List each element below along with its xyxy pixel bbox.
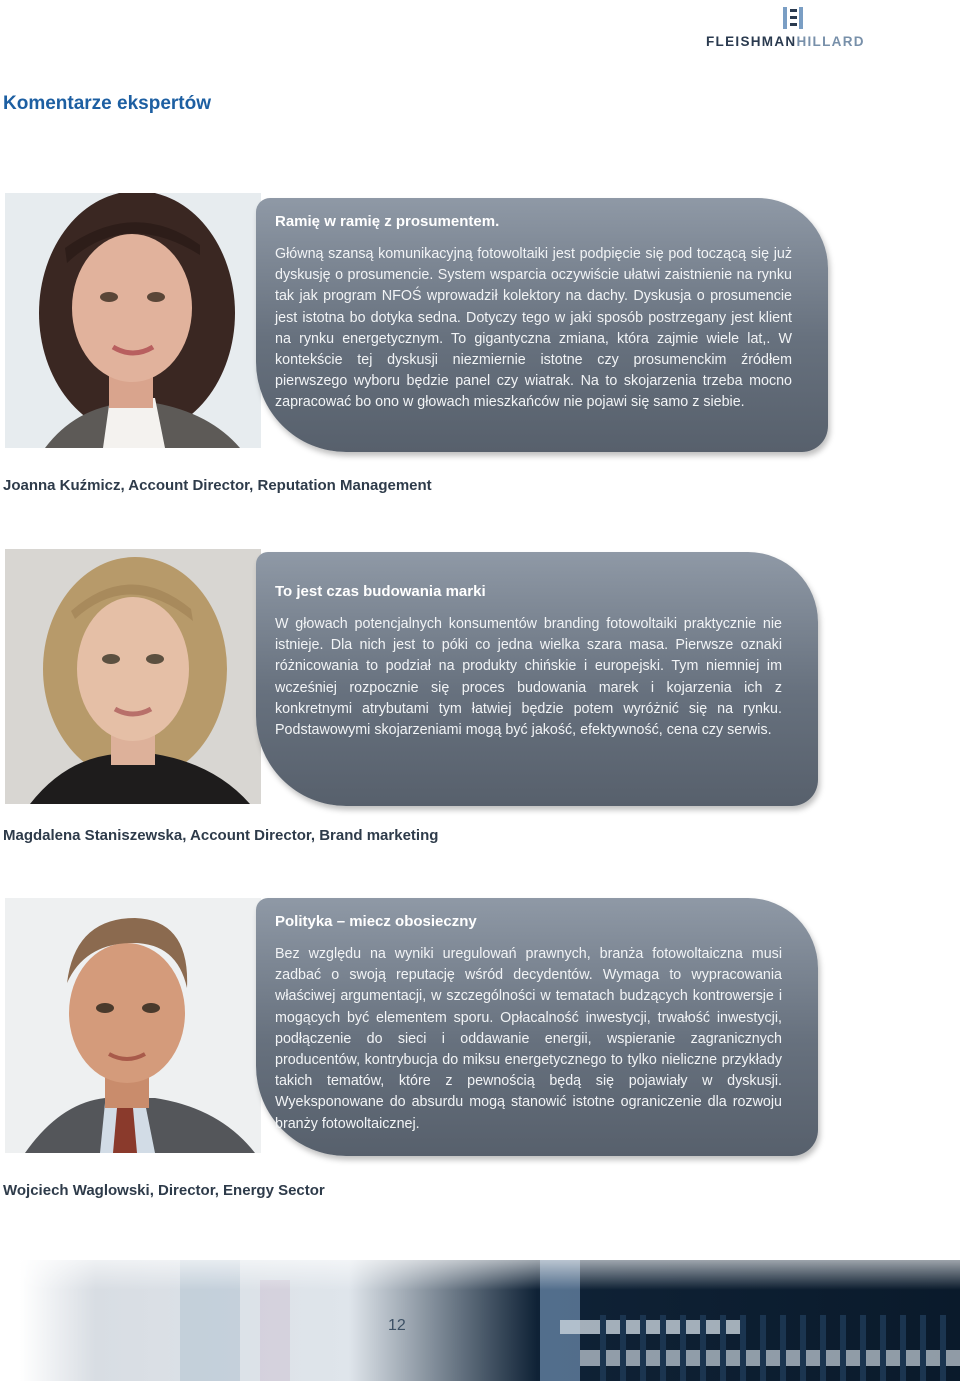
portrait-photo <box>5 898 261 1153</box>
quote-bubble <box>256 552 818 806</box>
quote-bubble <box>256 898 818 1156</box>
quote-text: Główną szansą komunikacyjną fotowoltaiki jest podpięcie się pod toczącą się już dyskusję o prosumencie. System wsparcia oczywiście ułatwi zaistnienie na rynku tak jak program NFOŚ wprowadził kolektory na dachy. Dyskusja o prosumencie jest istotna bo dotyka sedna. Dotyczy tego w jaki sposób postrzegany jest klient na rynku energetycznym. To gigantyczna zmiana, która zajmie wiele lat,. W kontekście tej dyskusji niezmiernie istotne czy prosumenckim źródłem pierwszego wyboru będzie panel czy wiatrak. Na to skojarzenia trzeba mocno zapracować bo ono w głowach mieszkańców nie pojawi się samo z siebie. <box>275 246 792 411</box>
fleishmanhillard-logo <box>706 6 876 52</box>
quote-bubble <box>256 198 828 452</box>
logo-mark-icon <box>782 6 804 30</box>
quote-text: W głowach potencjalnych konsumentów branding fotowoltaiki praktycznie nie istnieje. Dla nich jest to póki co jedna wielka szara masa. Pierwsze oznaki różnicowania to podział na produkty chińskie i europejski. Tym niemniej im wcześniej rozpocznie się proces budowania marek i kojarzenia ich z konkretnymi atrybutami tym łatwiej będzie potem wyróżnić się na rynku. Podstawowymi skojarzeniami mogą być jakość, efektywność, cena czy serwis. <box>275 616 782 739</box>
footer-decorative-image <box>20 1260 960 1381</box>
page-number: 12 <box>388 1317 406 1334</box>
section-title: Komentarze ekspertów <box>3 93 212 114</box>
expert-caption: Magdalena Staniszewska, Account Director, Brand marketing <box>3 827 439 844</box>
quote-title: To jest czas budowania marki <box>275 583 486 600</box>
portrait-photo <box>5 549 261 804</box>
expert-caption: Wojciech Waglowski, Director, Energy Sector <box>3 1182 325 1199</box>
logo-text: FLEISHMANHILLARD <box>706 34 865 49</box>
quote-text: Bez względu na wyniki uregulowań prawnych, branża fotowoltaiczna musi zadbać o swoją reputację wśród decydentów. Wymaga to wypracowania właściwej argumentacji, w szczególności w tematach budzących kontrowersje i mogących być elementem sporu. Opłacalność inwestycji, trwałość inwestycji, podłączenie do sieci i oddawanie energii, wspieranie zagranicznych producentów, kontrybucja do miksu energetycznego to tylko nieliczne przykłady takich tematów, które z pewnością będą się pojawiały w dyskusji. Wyeksponowane do absurdu mogą stanowić istotne ograniczenie dla rozwoju branży fotowoltaicznej. <box>275 946 782 1132</box>
portrait-photo <box>5 193 261 448</box>
expert-caption: Joanna Kuźmicz, Account Director, Reputation Management <box>3 477 432 494</box>
quote-title: Polityka – miecz obosieczny <box>275 913 477 930</box>
quote-title: Ramię w ramię z prosumentem. <box>275 213 500 230</box>
